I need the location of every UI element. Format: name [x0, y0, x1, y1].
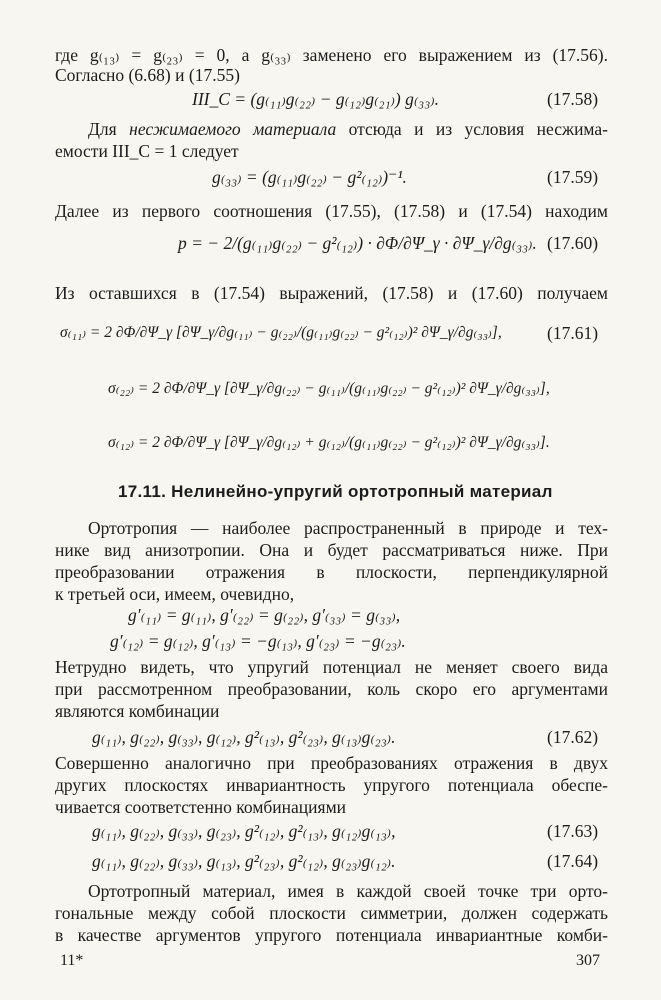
text-line: Согласно (6.68) и (17.55)	[55, 65, 240, 85]
equation-17-63: g₍₁₁₎, g₍₂₂₎, g₍₃₃₎, g₍₂₃₎, g²₍₁₂₎, g²₍₁₃₎, g₍₁₂₎g₍₁₃₎,	[92, 821, 396, 841]
text-line: к третьей оси, имеем, очевидно,	[55, 584, 295, 604]
equation-17-58: III_C = (g₍₁₁₎g₍₂₂₎ − g₍₁₂₎g₍₂₁₎) g₍₃₃₎.	[192, 89, 439, 109]
text-line: нике вид анизотропии. Она и будет рассматриваться ниже. При	[55, 540, 608, 560]
equation-number: (17.61)	[547, 323, 599, 343]
equation-17-62: g₍₁₁₎, g₍₂₂₎, g₍₃₃₎, g₍₁₂₎, g²₍₁₃₎, g²₍₂₃₎, g₍₁₃₎g₍₂₃₎.	[92, 727, 396, 747]
reflection-relations-1: g′₍₁₁₎ = g₍₁₁₎, g′₍₂₂₎ = g₍₂₂₎, g′₍₃₃₎ = g₍₃₃₎,	[128, 605, 401, 625]
text-line: Для несжимаемого материала отсюда и из условия несжима-	[88, 119, 608, 139]
text-line: других плоскостях инвариантность упругого потенциала обеспе-	[55, 775, 608, 795]
equation-17-60: p = − 2/(g₍₁₁₎g₍₂₂₎ − g²₍₁₂₎) · ∂Φ/∂Ψ_γ · ∂Ψ_γ/∂g₍₃₃₎.	[178, 233, 537, 253]
equation-17-61-b: σ₍₂₂₎ = 2 ∂Φ/∂Ψ_γ [∂Ψ_γ/∂g₍₂₂₎ − g₍₁₁₎/(g₍₁₁₎g₍₂₂₎ − g²₍₁₂₎)² ∂Ψ_γ/∂g₍₃₃₎],	[108, 380, 550, 397]
text-line: Ортотропия — наиболее распространенный в природе и тех-	[88, 518, 608, 538]
equation-number: (17.63)	[547, 821, 599, 841]
text-line: Из оставшихся в (17.54) выражений, (17.58) и (17.60) получаем	[55, 283, 608, 303]
text-line: являются комбинации	[55, 701, 220, 721]
equation-17-61-a: σ₍₁₁₎ = 2 ∂Φ/∂Ψ_γ [∂Ψ_γ/∂g₍₁₁₎ − g₍₂₂₎/(g₍₁₁₎g₍₂₂₎ − g²₍₁₂₎)² ∂Ψ_γ/∂g₍₃₃₎],	[60, 324, 502, 341]
text-line: Ортотропный материал, имея в каждой своей точке три орто-	[88, 881, 608, 901]
section-heading: 17.11. Нелинейно-упругий ортотропный материал	[118, 482, 553, 501]
equation-17-64: g₍₁₁₎, g₍₂₂₎, g₍₃₃₎, g₍₁₃₎, g²₍₂₃₎, g²₍₁₂₎, g₍₂₃₎g₍₁₂₎.	[92, 851, 396, 871]
text-line: Далее из первого соотношения (17.55), (17.58) и (17.54) находим	[55, 201, 608, 221]
equation-number: (17.64)	[547, 851, 599, 871]
signature-mark: 11*	[60, 952, 84, 969]
equation-number: (17.58)	[547, 89, 599, 109]
text-line: где g₍₁₃₎ = g₍₂₃₎ = 0, а g₍₃₃₎ заменено его выражением из (17.56).	[55, 45, 608, 65]
equation-number: (17.59)	[547, 167, 599, 187]
text-line: преобразовании отражения в плоскости, перпендикулярной	[55, 562, 608, 582]
equation-17-59: g₍₃₃₎ = (g₍₁₁₎g₍₂₂₎ − g²₍₁₂₎)⁻¹.	[212, 167, 407, 187]
text-line: емости III_C = 1 следует	[55, 141, 239, 161]
text-line: чивается соответстенно комбинациями	[55, 797, 347, 817]
equation-number: (17.60)	[547, 233, 599, 253]
text-line: при рассмотренном преобразовании, коль скоро его аргументами	[55, 679, 608, 699]
page-number: 307	[576, 952, 600, 969]
text-line: Совершенно аналогично при преобразованиях отражения в двух	[55, 753, 608, 773]
text-line: гональные между собой плоскости симметрии, должен содержать	[55, 903, 608, 923]
equation-number: (17.62)	[547, 727, 599, 747]
text-line: в качестве аргументов упругого потенциала инвариантные комби-	[55, 925, 608, 945]
equation-17-61-c: σ₍₁₂₎ = 2 ∂Φ/∂Ψ_γ [∂Ψ_γ/∂g₍₁₂₎ + g₍₁₂₎/(g₍₁₁₎g₍₂₂₎ − g²₍₁₂₎)² ∂Ψ_γ/∂g₍₃₃₎].	[108, 434, 550, 451]
reflection-relations-2: g′₍₁₂₎ = g₍₁₂₎, g′₍₁₃₎ = −g₍₁₃₎, g′₍₂₃₎ = −g₍₂₃₎.	[110, 631, 406, 651]
text-line: Нетрудно видеть, что упругий потенциал не меняет своего вида	[55, 657, 608, 677]
